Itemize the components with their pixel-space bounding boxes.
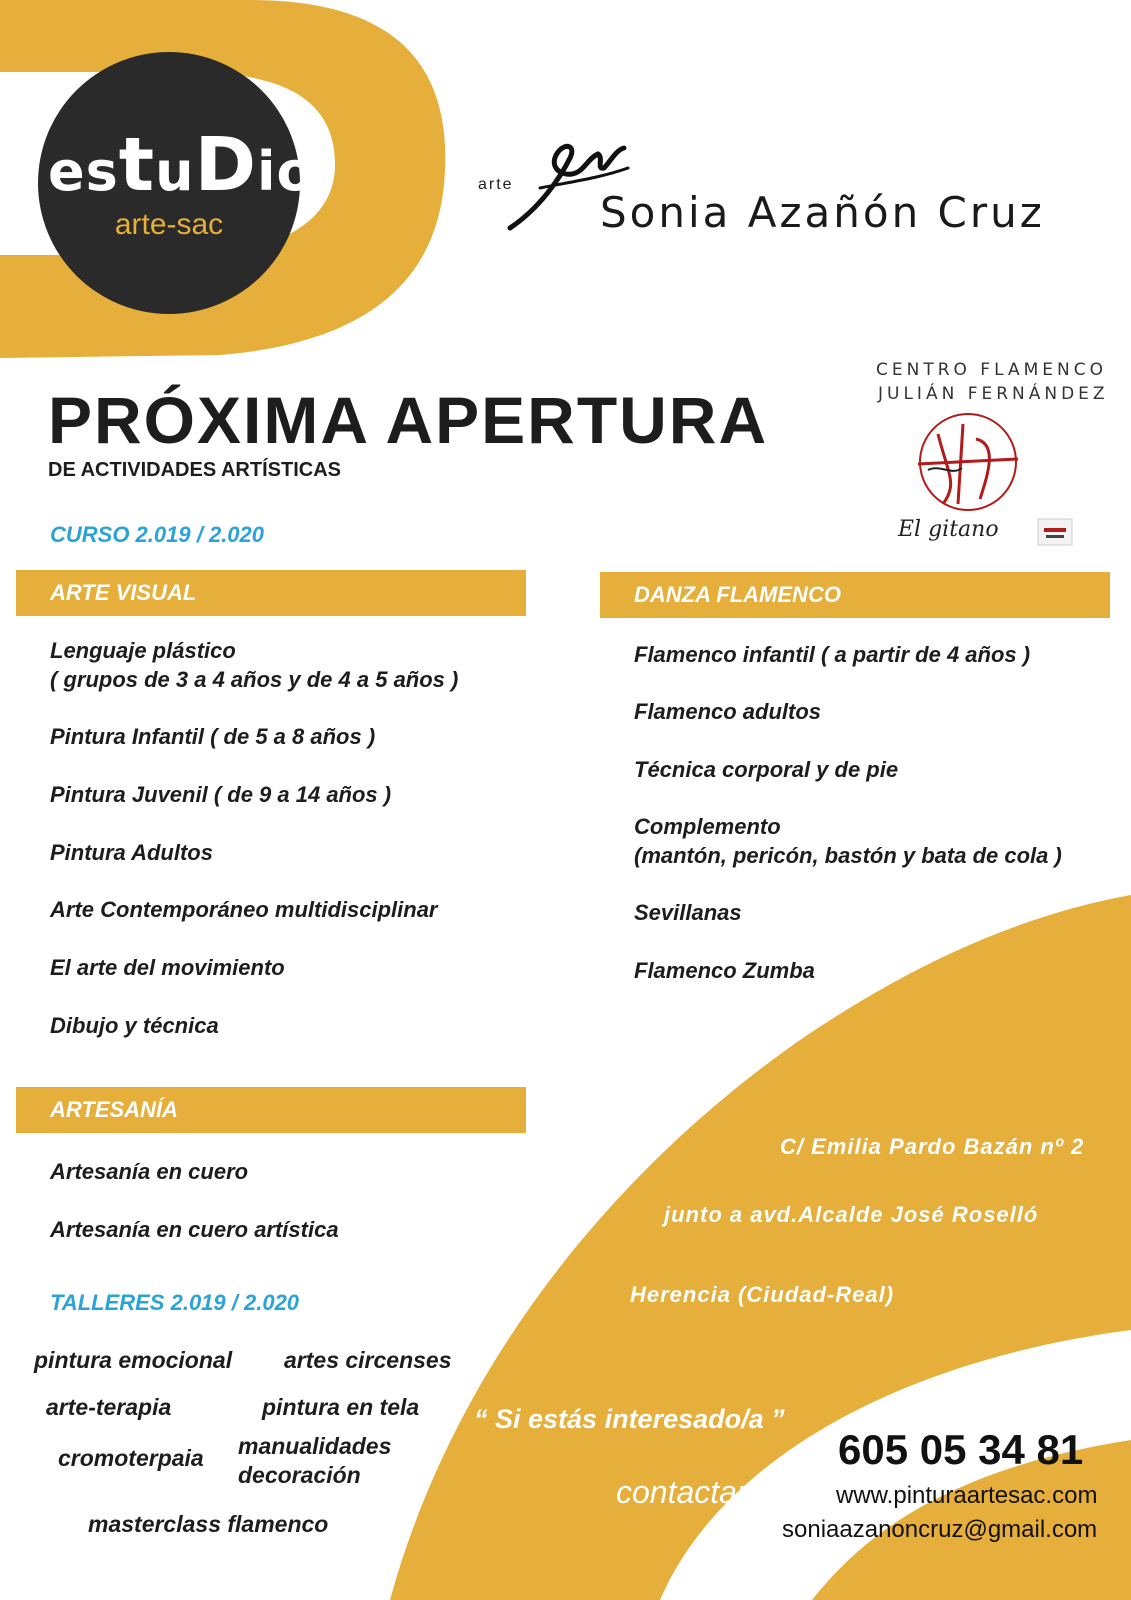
- list-item: Lenguaje plástico: [50, 638, 236, 663]
- list-item: Artesanía en cuero artística: [50, 1217, 339, 1242]
- page-title: PRÓXIMA APERTURA: [48, 383, 769, 457]
- centro-line-2: JULIÁN FERNÁNDEZ: [878, 384, 1109, 404]
- list-item: Pintura Juvenil ( de 9 a 14 años ): [50, 782, 392, 807]
- list-item: Flamenco adultos: [634, 699, 822, 724]
- list-item: Sevillanas: [634, 900, 742, 925]
- list-item: Pintura Adultos: [50, 840, 213, 865]
- centro-flamenco-logo: [888, 404, 1088, 564]
- list-item: Complemento: [634, 814, 781, 839]
- taller-item: cromoterpaia: [58, 1445, 204, 1471]
- svg-text:El gitano: El gitano: [898, 517, 999, 542]
- list-item: Arte Contemporáneo multidisciplinar: [50, 897, 438, 922]
- logo-wordmark: estuDio: [48, 122, 315, 208]
- address-line-2: junto a avd.Alcalde José Roselló: [664, 1202, 1039, 1227]
- list-item: Dibujo y técnica: [50, 1013, 219, 1038]
- logo-subtitle: arte-sac: [114, 208, 224, 241]
- section-artesania: ARTESANÍA: [16, 1087, 526, 1133]
- taller-item: decoración: [238, 1462, 361, 1488]
- address-line-3: Herencia (Ciudad-Real): [630, 1282, 895, 1307]
- section-arte-visual: ARTE VISUAL: [16, 570, 526, 616]
- email-link[interactable]: soniaazanoncruz@gmail.com: [782, 1516, 1098, 1543]
- taller-item: pintura en tela: [262, 1394, 420, 1420]
- el-gitano-signature: [897, 517, 999, 542]
- list-item: El arte del movimiento: [50, 955, 285, 980]
- centro-line-1: CENTRO FLAMENCO: [876, 360, 1107, 380]
- list-item: (mantón, pericón, bastón y bata de cola ): [634, 843, 1062, 868]
- phone-number[interactable]: 605 05 34 81: [838, 1426, 1084, 1473]
- list-item: Artesanía en cuero: [50, 1159, 249, 1184]
- taller-item: manualidades: [238, 1433, 392, 1459]
- address-line-1: C/ Emilia Pardo Bazán nº 2: [780, 1134, 1085, 1159]
- taller-item: arte-terapia: [46, 1394, 172, 1420]
- website-link[interactable]: www.pinturaartesac.com: [836, 1482, 1098, 1509]
- taller-item: artes circenses: [284, 1347, 452, 1373]
- arte-label: arte: [478, 176, 514, 193]
- list-item: Flamenco infantil ( a partir de 4 años ): [634, 642, 1031, 667]
- list-item: Técnica corporal y de pie: [634, 757, 899, 782]
- taller-item: pintura emocional: [34, 1347, 233, 1373]
- page-subtitle: DE ACTIVIDADES ARTÍSTICAS: [48, 459, 341, 481]
- course-label: CURSO 2.019 / 2.020: [50, 522, 265, 547]
- artist-name: Sonia Azañón Cruz: [600, 188, 1045, 237]
- list-item: ( grupos de 3 a 4 años y de 4 a 5 años ): [50, 667, 459, 692]
- interest-quote: “ Si estás interesado/a ”: [474, 1404, 785, 1434]
- studio-logo: [38, 52, 315, 314]
- talleres-title: TALLERES 2.019 / 2.020: [50, 1290, 300, 1315]
- taller-item: masterclass flamenco: [88, 1511, 329, 1537]
- list-item: Pintura Infantil ( de 5 a 8 años ): [50, 724, 376, 749]
- contact-cta: contactar: [616, 1474, 748, 1510]
- section-danza-flamenco: DANZA FLAMENCO: [600, 572, 1110, 618]
- list-item: Flamenco Zumba: [634, 958, 815, 983]
